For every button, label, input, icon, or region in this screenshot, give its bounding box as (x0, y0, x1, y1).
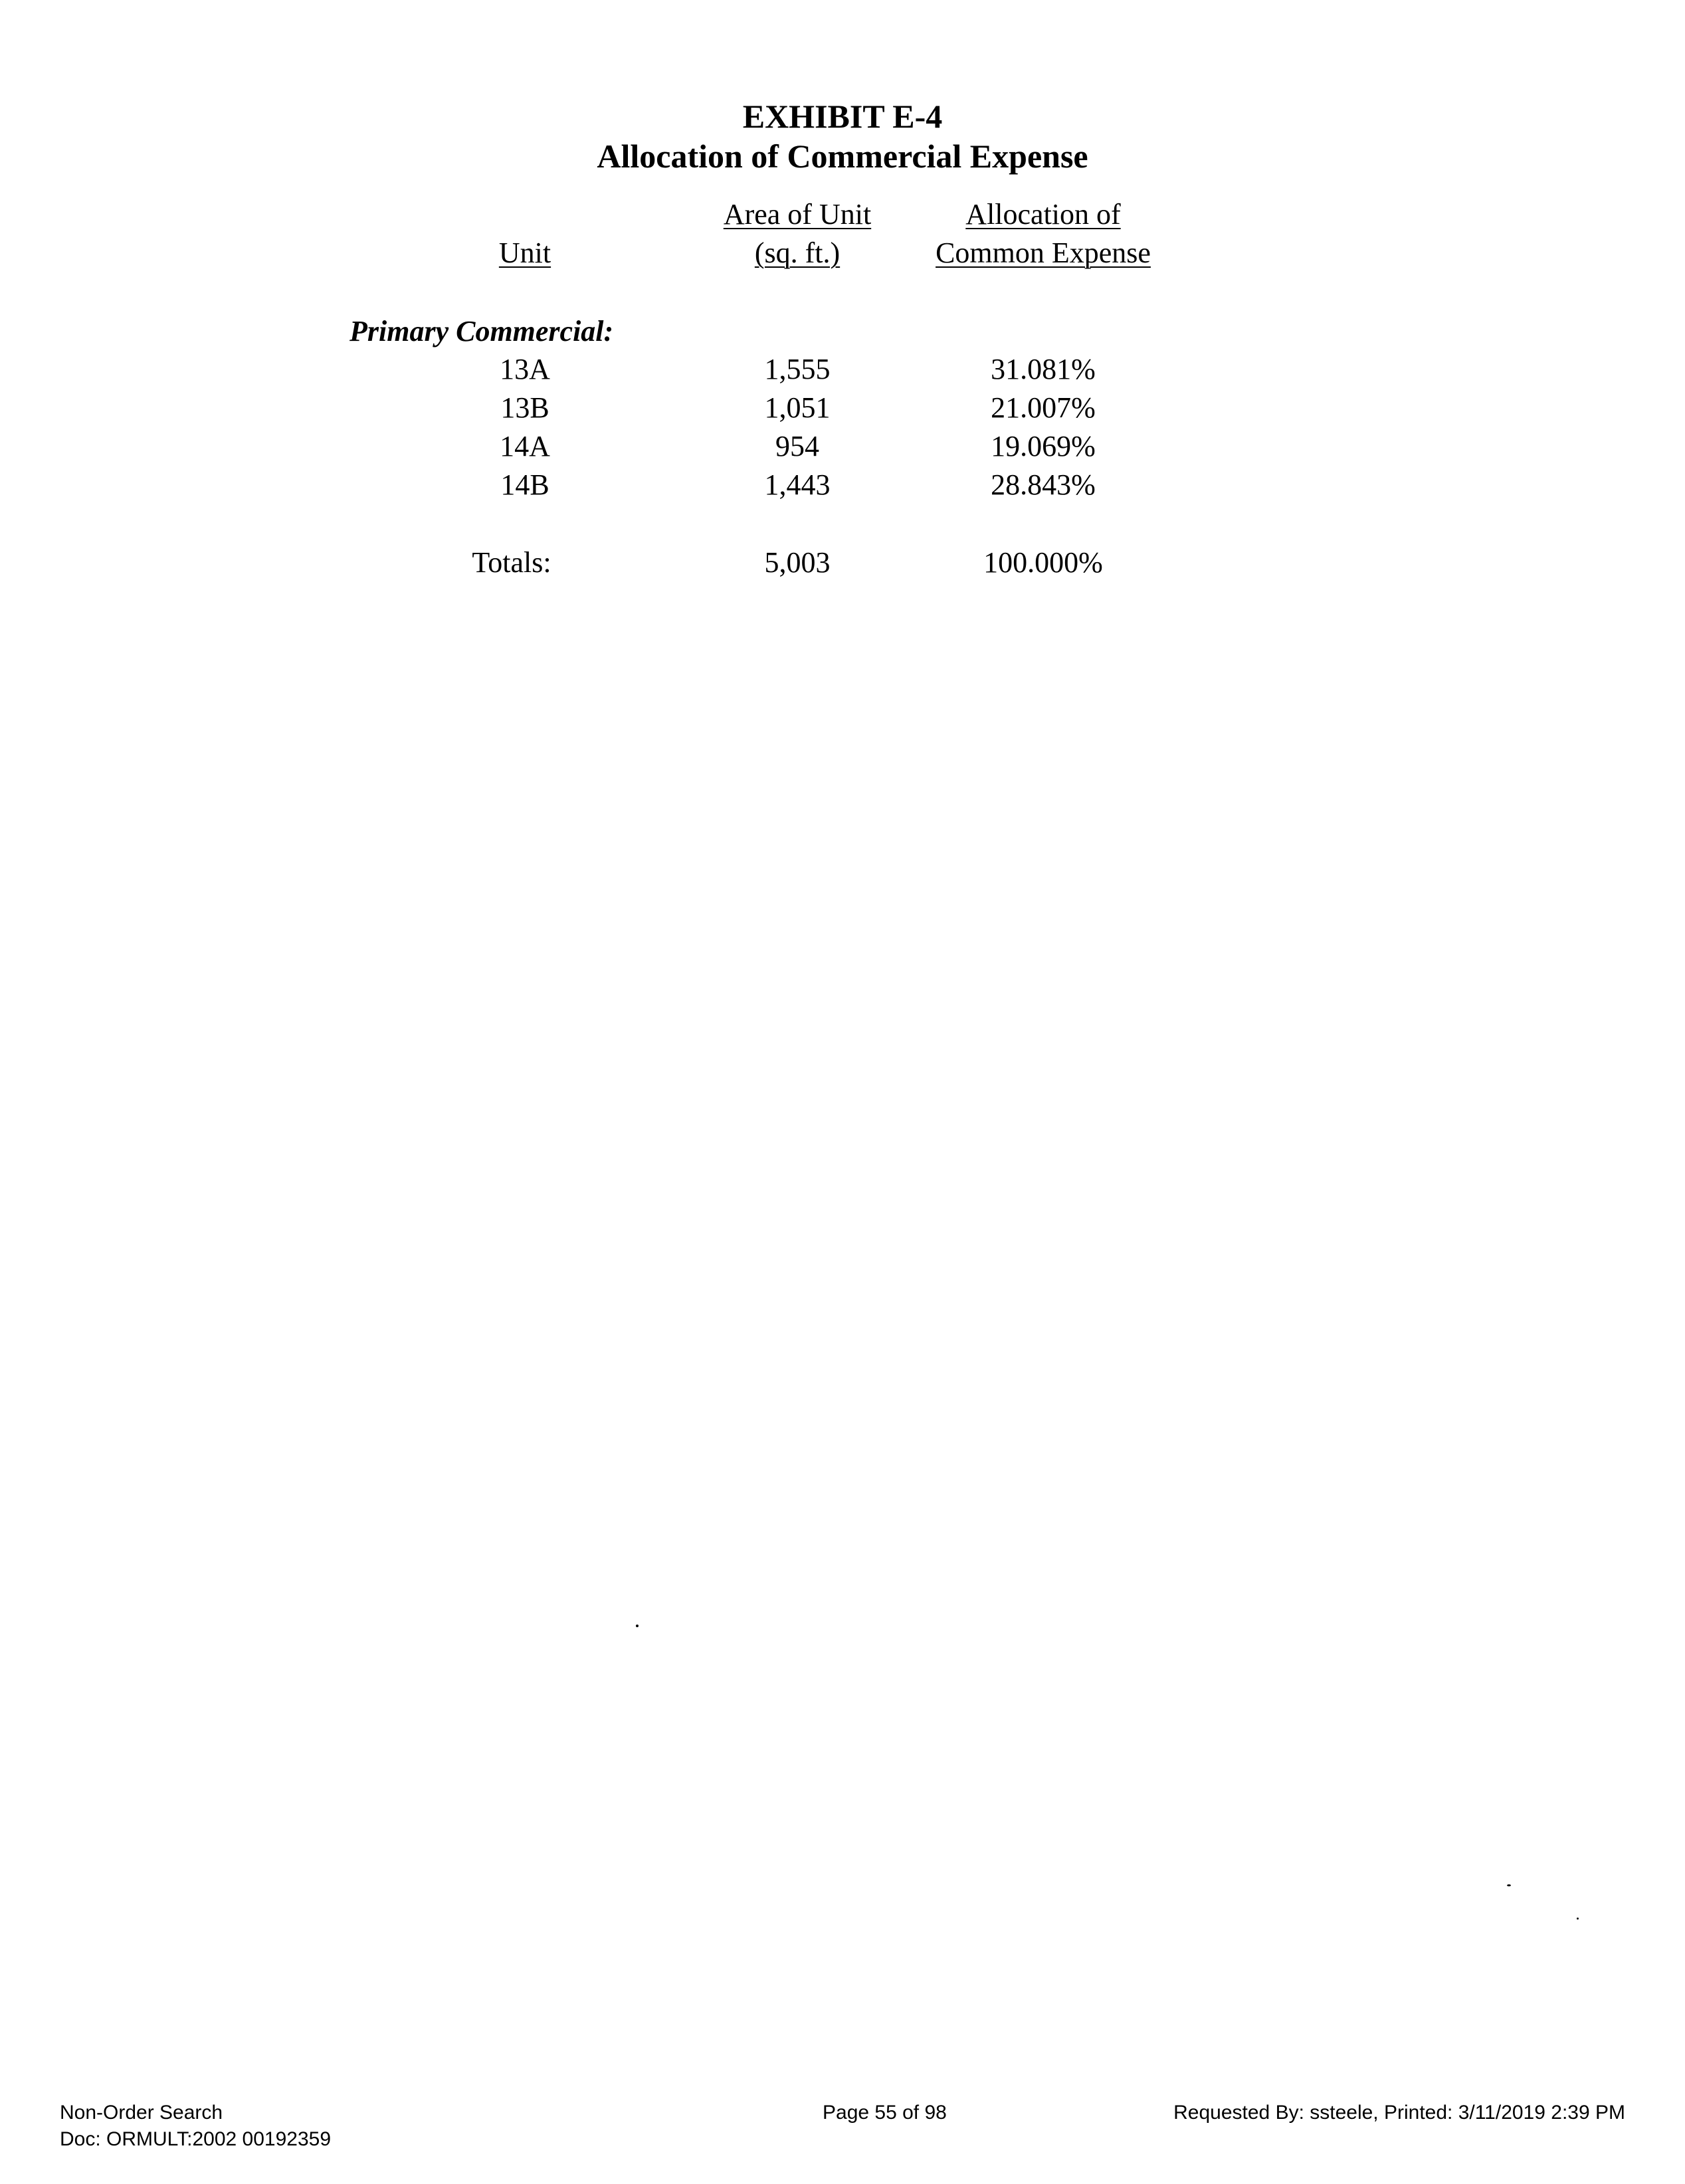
row-allocation: 21.007% (991, 391, 1096, 424)
scan-speck (1577, 1918, 1579, 1920)
totals-label: Totals: (472, 546, 551, 579)
row-allocation: 31.081% (991, 353, 1096, 385)
row-unit: 13A (500, 353, 550, 385)
footer-page-number: Page 55 of 98 (823, 2102, 947, 2124)
header-area-line2: (sq. ft.) (754, 237, 841, 269)
exhibit-subtitle: Allocation of Commercial Expense (597, 138, 1088, 175)
row-allocation: 28.843% (991, 468, 1096, 501)
header-allocation-line1: Allocation of (965, 198, 1121, 231)
header-area-line1: Area of Unit (723, 198, 872, 231)
row-unit: 14B (500, 468, 549, 501)
scan-speck (1507, 1884, 1511, 1886)
footer-requested-by: Requested By: ssteele, Printed: 3/11/2019 2:39 PM (1173, 2102, 1625, 2124)
row-area: 1,555 (764, 353, 831, 385)
scan-speck (636, 1625, 639, 1627)
row-area: 954 (775, 430, 819, 462)
row-area: 1,443 (764, 468, 831, 501)
totals-area: 5,003 (764, 546, 831, 579)
row-allocation: 19.069% (991, 430, 1096, 462)
footer-search-type: Non-Order Search (60, 2102, 223, 2124)
row-area: 1,051 (764, 391, 831, 424)
row-unit: 13B (500, 391, 549, 424)
exhibit-title: EXHIBIT E-4 (742, 98, 943, 135)
totals-allocation: 100.000% (983, 546, 1103, 579)
row-unit: 14A (500, 430, 550, 462)
header-unit: Unit (498, 237, 551, 269)
footer-doc-id: Doc: ORMULT:2002 00192359 (60, 2128, 332, 2150)
header-allocation-line2: Common Expense (936, 237, 1151, 269)
section-label: Primary Commercial: (349, 315, 614, 347)
